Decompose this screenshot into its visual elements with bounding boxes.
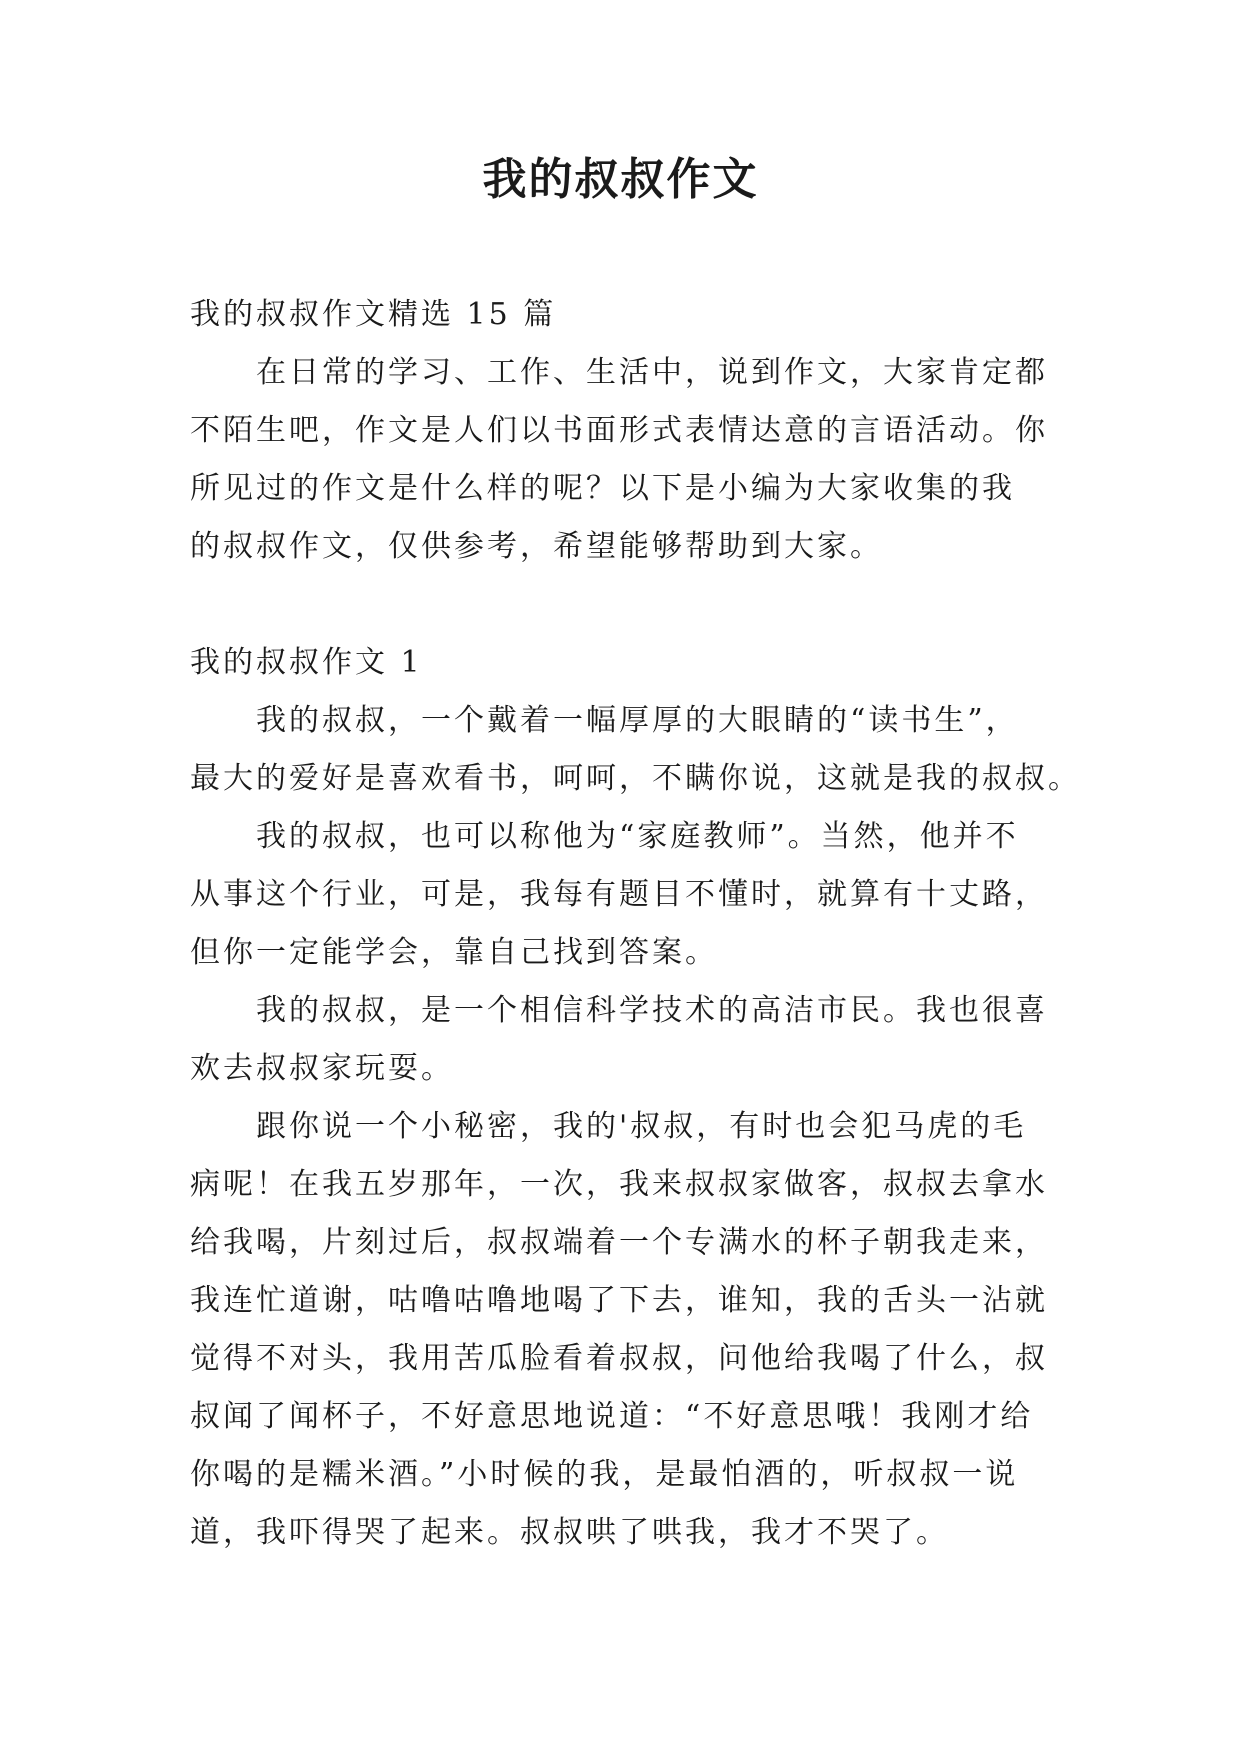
text-line: 道，我吓得哭了起来。叔叔哄了哄我，我才不哭了。 xyxy=(190,1515,949,1550)
paragraph xyxy=(190,692,1081,808)
text-line: 最大的爱好是喜欢看书，呵呵，不瞒你说，这就是我的叔叔。 xyxy=(190,761,1081,796)
text-line: 在日常的学习、工作、生活中，说到作文，大家肯定都 xyxy=(256,355,1048,390)
text-line: 但你一定能学会，靠自己找到答案。 xyxy=(190,935,718,970)
text-line: 你喝的是糯米酒。”小时候的我，是最怕酒的，听叔叔一说 xyxy=(190,1457,1019,1492)
text-line: 的叔叔作文，仅供参考，希望能够帮助到大家。 xyxy=(190,529,883,564)
text-line: 我的叔叔，一个戴着一幅厚厚的大眼睛的“读书生”， xyxy=(256,703,1019,738)
paragraph xyxy=(190,982,1070,1098)
text-line: 叔闻了闻杯子，不好意思地说道：“不好意思哦！我刚才给 xyxy=(190,1399,1034,1434)
text-line: 病呢！在我五岁那年，一次，我来叔叔家做客，叔叔去拿水 xyxy=(190,1167,1048,1202)
document-body xyxy=(190,286,1081,1562)
section-heading: 我的叔叔作文 1 xyxy=(190,645,423,680)
paragraph xyxy=(190,1098,1070,1562)
intro-paragraph xyxy=(190,344,1070,576)
text-line: 所见过的作文是什么样的呢？以下是小编为大家收集的我 xyxy=(190,471,1015,506)
page-title: 我的叔叔作文 xyxy=(482,154,759,205)
text-line: 欢去叔叔家玩耍。 xyxy=(190,1051,454,1086)
text-line: 从事这个行业，可是，我每有题目不懂时，就算有十丈路， xyxy=(190,877,1048,912)
spacer xyxy=(190,576,1070,634)
paragraph xyxy=(190,808,1070,982)
text-line: 给我喝，片刻过后，叔叔端着一个专满水的杯子朝我走来， xyxy=(190,1225,1048,1260)
text-line: 我的叔叔，是一个相信科学技术的高洁市民。我也很喜 xyxy=(256,993,1048,1028)
subtitle: 我的叔叔作文精选 15 篇 xyxy=(190,297,557,332)
text-line: 觉得不对头，我用苦瓜脸看着叔叔，问他给我喝了什么，叔 xyxy=(190,1341,1048,1376)
text-line: 我连忙道谢，咕噜咕噜地喝了下去，谁知，我的舌头一沾就 xyxy=(190,1283,1048,1318)
text-line: 我的叔叔，也可以称他为“家庭教师”。当然，他并不 xyxy=(256,819,1019,854)
text-line: 跟你说一个小秘密，我的'叔叔，有时也会犯马虎的毛 xyxy=(256,1109,1027,1144)
text-line: 不陌生吧，作文是人们以书面形式表情达意的言语活动。你 xyxy=(190,413,1048,448)
